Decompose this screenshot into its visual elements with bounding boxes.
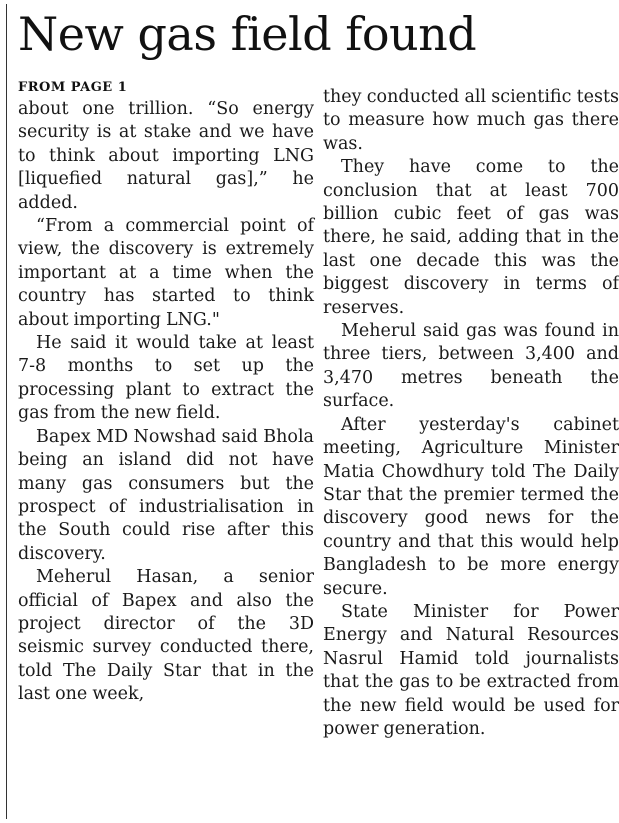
paragraph: about one trillion. “So energy security is at stake and we have to think about importing LNG [liquefied natural gas],” he added. — [18, 99, 314, 213]
paragraph: they conducted all scientific tests to measure how much gas there was. — [323, 87, 619, 154]
article-column-2 — [323, 86, 619, 741]
paragraph: After yesterday's cabinet meeting, Agriculture Minister Matia Chowdhury told The Daily Star that the premier termed the discovery good news for the country and that this would help Bangladesh to be more energy secure. — [323, 414, 619, 599]
article-column-1 — [18, 80, 314, 707]
headline: New gas field found — [18, 7, 477, 61]
paragraph: Bapex MD Nowshad said Bhola being an island did not have many gas consumers but the prospect of industrialisation in the South could rise after this discovery. — [18, 426, 314, 564]
paragraph: He said it would take at least 7-8 months to set up the processing plant to extract the gas from the new field. — [18, 333, 314, 424]
paragraph: They have come to the conclusion that at least 700 billion cubic feet of gas was there, he said, adding that in the last one decade this was the biggest discovery in terms of reserves. — [323, 157, 619, 318]
paragraph: Meherul said gas was found in three tiers, between 3,400 and 3,470 metres beneath the surface. — [323, 321, 619, 412]
continuation-kicker: FROM PAGE 1 — [18, 80, 128, 95]
paragraph: State Minister for Power Energy and Natural Resources Nasrul Hamid told journalists that the gas to be extracted from the new field would be used for power generation. — [323, 601, 619, 739]
paragraph: “From a commercial point of view, the discovery is extremely important at a time when the country has started to think about importing LNG." — [18, 216, 314, 330]
paragraph: Meherul Hasan, a senior official of Bapex and also the project director of the 3D seismic survey conducted there, told The Daily Star that in the last one week, — [18, 567, 314, 705]
column-rule — [6, 4, 7, 819]
